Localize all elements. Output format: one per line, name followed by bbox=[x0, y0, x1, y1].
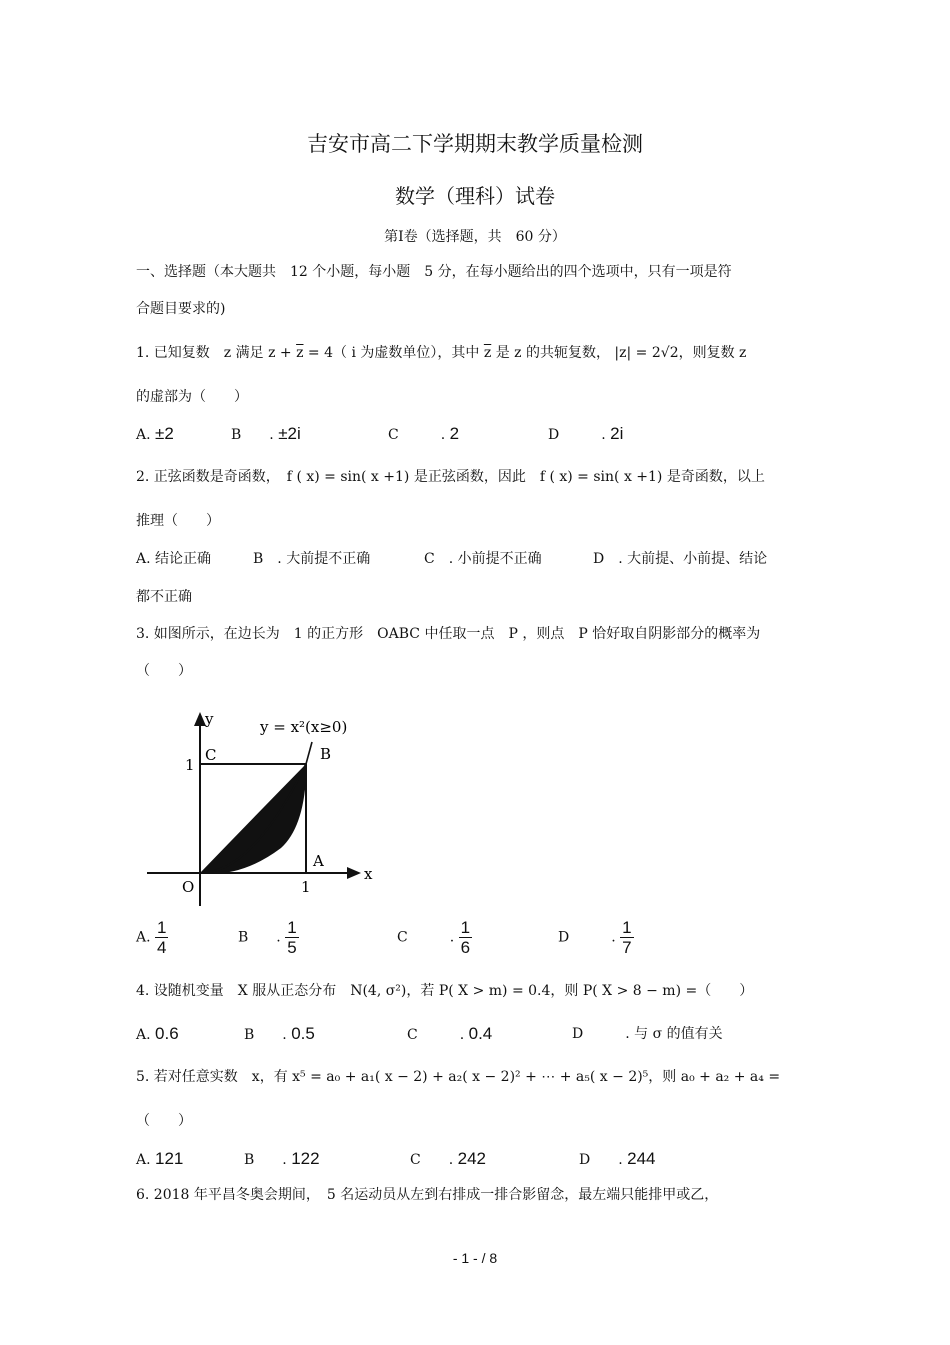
q3-figure bbox=[145, 708, 395, 913]
q3-option-a-numerator: 1 bbox=[157, 918, 167, 937]
q4-stem: 4. 设随机变量 X 服从正态分布 N(4, σ²)，若 P( X > m) = 0.4，则 P( X > 8 − m) =（ ） bbox=[136, 983, 754, 999]
x-axis-label: x bbox=[364, 865, 373, 883]
q2-option-d-value: 大前提、小前提、结论 bbox=[627, 551, 768, 567]
q3-option-b-denominator: 5 bbox=[287, 938, 297, 957]
q2-option-a-value: 结论正确 bbox=[155, 551, 212, 567]
q2-stem: 2. 正弦函数是奇函数， f ( x) = sin( x +1) 是正弦函数，因此 f ( x) = sin( x +1) 是奇函数，以上 bbox=[136, 469, 765, 485]
origin-label: O bbox=[182, 878, 195, 896]
q5-option-c-label: C . bbox=[410, 1152, 454, 1168]
q5-option-d-value: 244 bbox=[627, 1149, 656, 1168]
q1-stem-part-b: = 4（ i 为虚数单位），其中 bbox=[303, 345, 484, 361]
q4-option-a-label: A. bbox=[136, 1027, 151, 1043]
q5-option-a-value: 121 bbox=[155, 1149, 184, 1168]
q1-stem bbox=[136, 343, 746, 363]
page-subtitle: 数学（理科）试卷 bbox=[395, 184, 555, 208]
page-number: - 1 - / 8 bbox=[452, 1250, 498, 1266]
q2-option-c-value: 小前提不正确 bbox=[457, 551, 542, 567]
q1-option-d-value: 2i bbox=[610, 424, 624, 443]
y-tick-label: 1 bbox=[185, 756, 195, 774]
q1-stem-part-a: 1. 已知复数 z 满足 z + bbox=[136, 345, 297, 361]
point-a-label: A bbox=[313, 852, 324, 870]
q1-option-d-label: D . bbox=[548, 427, 606, 443]
q3-option-c-fraction bbox=[459, 918, 472, 957]
q3-option-c-numerator: 1 bbox=[460, 918, 471, 937]
q5-stem: 5. 若对任意实数 x，有 x⁵ = a₀ + a₁( x − 2) + a₂( x − 2)² + ⋯ + a₅( x − 2)⁵，则 a₀ + a₂ + a₄ = bbox=[136, 1069, 781, 1085]
q6-stem: 6. 2018 年平昌冬奥会期间， 5 名运动员从左到右排成一排合影留念，最左端只能排甲或乙， bbox=[136, 1187, 719, 1203]
q1-option-c[interactable] bbox=[388, 424, 459, 445]
q4-option-c[interactable] bbox=[407, 1024, 492, 1045]
q4-option-b-value: 0.5 bbox=[291, 1024, 315, 1043]
q5-stem-line-2: （ ） bbox=[136, 1113, 192, 1129]
q3-option-b-numerator: 1 bbox=[287, 918, 297, 937]
q4-option-d-label: D . bbox=[572, 1026, 630, 1042]
q3-option-d-numerator: 1 bbox=[622, 918, 632, 937]
q2-option-c[interactable] bbox=[424, 549, 542, 569]
q1-option-b-label: B . bbox=[231, 427, 274, 443]
q4-option-b-label: B . bbox=[244, 1027, 287, 1043]
page-title: 吉安市高二下学期期末教学质量检测 bbox=[307, 132, 643, 156]
q5-option-b-value: 122 bbox=[291, 1149, 320, 1168]
q3-stem-line-2: （ ） bbox=[136, 663, 192, 679]
q1-conjugate-z: $\overline{z}$ bbox=[296, 345, 304, 361]
q4-option-d[interactable] bbox=[572, 1024, 723, 1044]
q3-option-d[interactable] bbox=[558, 918, 634, 957]
q5-option-c[interactable] bbox=[410, 1149, 486, 1170]
instructions-line-2: 合题目要求的) bbox=[136, 301, 226, 317]
q3-option-c-denominator: 6 bbox=[460, 938, 471, 957]
q2-option-d-continued: 都不正确 bbox=[136, 589, 192, 605]
q1-option-d[interactable] bbox=[548, 424, 623, 445]
q2-option-d-label: D . bbox=[593, 551, 623, 567]
q1-option-a-label: A. bbox=[136, 427, 151, 443]
q4-option-b[interactable] bbox=[244, 1024, 315, 1045]
q4-option-d-value: 与 σ 的值有关 bbox=[634, 1026, 723, 1042]
curve-extension bbox=[306, 742, 312, 764]
point-c-label: C bbox=[205, 746, 217, 764]
q2-option-a[interactable] bbox=[136, 549, 211, 569]
q3-option-d-label: D . bbox=[558, 929, 616, 946]
q3-option-a-fraction bbox=[155, 918, 168, 957]
q3-option-d-denominator: 7 bbox=[622, 938, 632, 957]
q4-option-c-label: C . bbox=[407, 1027, 465, 1043]
q3-option-a-denominator: 4 bbox=[157, 938, 167, 957]
q3-option-b-label: B . bbox=[238, 929, 281, 946]
q2-option-b[interactable] bbox=[253, 549, 370, 569]
q3-option-a-label: A. bbox=[136, 929, 151, 946]
q1-option-a-value: ±2 bbox=[155, 424, 174, 443]
q1-conjugate-z-2: $\overline{z}$ bbox=[483, 345, 492, 361]
curve-label: y = x²(x≥0) bbox=[260, 718, 348, 736]
q5-option-b[interactable] bbox=[244, 1149, 320, 1170]
q1-option-b-value: ±2i bbox=[278, 424, 301, 443]
instructions-line-1: 一、选择题（本大题共 12 个小题，每小题 5 分，在每小题给出的四个选项中，只有一项是符 bbox=[136, 264, 732, 280]
q2-option-b-value: 大前提不正确 bbox=[286, 551, 371, 567]
q5-option-b-label: B . bbox=[244, 1152, 287, 1168]
q1-option-b[interactable] bbox=[231, 424, 301, 445]
q2-option-c-label: C . bbox=[424, 551, 454, 567]
q2-option-d[interactable] bbox=[593, 549, 767, 569]
q2-option-a-label: A. bbox=[136, 551, 151, 567]
q5-option-d[interactable] bbox=[579, 1149, 656, 1170]
q3-option-b[interactable] bbox=[238, 918, 299, 957]
q3-stem: 3. 如图所示，在边长为 1 的正方形 OABC 中任取一点 P ，则点 P 恰好取自阴影部分的概率为 bbox=[136, 626, 761, 642]
x-tick-label: 1 bbox=[301, 878, 311, 896]
q1-stem-line-2: 的虚部为（ ） bbox=[136, 389, 248, 405]
q1-stem-part-c: 是 z 的共轭复数， |z| = 2√2，则复数 z bbox=[491, 345, 747, 361]
q3-option-c[interactable] bbox=[397, 918, 472, 957]
q3-option-b-fraction bbox=[285, 918, 298, 957]
q5-option-a[interactable] bbox=[136, 1149, 183, 1170]
q1-option-c-value: 2 bbox=[449, 424, 460, 443]
shaded-region bbox=[200, 764, 306, 874]
x-axis-arrow bbox=[347, 867, 361, 879]
q1-option-c-label: C . bbox=[388, 427, 446, 443]
section-heading: 第Ⅰ卷（选择题，共 60 分） bbox=[384, 229, 566, 245]
point-b-label: B bbox=[320, 745, 332, 763]
q5-option-c-value: 242 bbox=[457, 1149, 486, 1168]
q4-option-a-value: 0.6 bbox=[155, 1024, 179, 1043]
q2-stem-line-2: 推理（ ） bbox=[136, 513, 220, 529]
q3-option-a[interactable] bbox=[136, 918, 168, 957]
q4-option-a[interactable] bbox=[136, 1024, 179, 1045]
q3-option-d-fraction bbox=[620, 918, 633, 957]
q5-option-a-label: A. bbox=[136, 1152, 151, 1168]
q3-option-c-label: C . bbox=[397, 929, 455, 946]
y-axis-label: y bbox=[205, 710, 214, 728]
q4-option-c-value: 0.4 bbox=[468, 1024, 493, 1043]
q5-option-d-label: D . bbox=[579, 1152, 623, 1168]
q2-option-b-label: B . bbox=[253, 551, 282, 567]
q1-option-a[interactable] bbox=[136, 424, 174, 445]
